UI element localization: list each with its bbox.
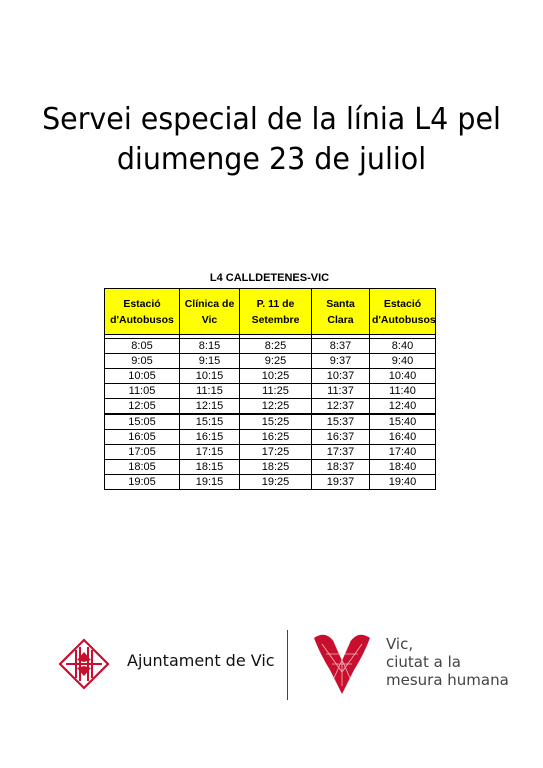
time-cell: 17:37 xyxy=(312,445,370,460)
table-caption: L4 CALLDETENES-VIC xyxy=(209,272,330,284)
time-cell: 12:15 xyxy=(180,399,240,415)
table-row xyxy=(105,445,436,460)
table-row xyxy=(105,339,436,354)
footer-divider xyxy=(287,630,288,700)
time-cell: 9:37 xyxy=(312,354,370,369)
header-estacio-1: Estació d'Autobusos xyxy=(105,289,180,335)
time-cell: 11:37 xyxy=(312,384,370,399)
table-row xyxy=(105,384,436,399)
time-cell: 11:25 xyxy=(240,384,312,399)
time-cell: 12:25 xyxy=(240,399,312,415)
table-row xyxy=(105,354,436,369)
time-cell: 8:25 xyxy=(240,339,312,354)
table-row xyxy=(105,399,436,415)
time-cell: 18:25 xyxy=(240,460,312,475)
time-cell: 18:37 xyxy=(312,460,370,475)
time-cell: 9:40 xyxy=(370,354,436,369)
time-cell: 16:37 xyxy=(312,430,370,445)
header-clinica: Clínica de Vic xyxy=(180,289,240,335)
time-cell: 10:37 xyxy=(312,369,370,384)
vic-v-logo-icon xyxy=(312,632,372,696)
time-cell: 15:40 xyxy=(370,414,436,430)
time-cell: 15:37 xyxy=(312,414,370,430)
time-cell: 18:15 xyxy=(180,460,240,475)
time-cell: 16:40 xyxy=(370,430,436,445)
time-cell: 8:05 xyxy=(105,339,180,354)
time-cell: 16:15 xyxy=(180,430,240,445)
page-title xyxy=(14,100,530,180)
time-cell: 19:15 xyxy=(180,475,240,490)
time-cell: 10:15 xyxy=(180,369,240,384)
time-cell: 17:40 xyxy=(370,445,436,460)
time-cell: 8:15 xyxy=(180,339,240,354)
header-estacio-2: Estació d'Autobusos xyxy=(370,289,436,335)
time-cell: 10:05 xyxy=(105,369,180,384)
time-cell: 16:25 xyxy=(240,430,312,445)
time-cell: 8:40 xyxy=(370,339,436,354)
time-cell: 11:05 xyxy=(105,384,180,399)
time-cell: 15:25 xyxy=(240,414,312,430)
time-cell: 19:25 xyxy=(240,475,312,490)
footer xyxy=(0,620,543,700)
time-cell: 12:37 xyxy=(312,399,370,415)
time-cell: 11:40 xyxy=(370,384,436,399)
timetable xyxy=(104,288,436,490)
time-cell: 19:37 xyxy=(312,475,370,490)
time-cell: 9:25 xyxy=(240,354,312,369)
time-cell: 9:15 xyxy=(180,354,240,369)
time-cell: 12:40 xyxy=(370,399,436,415)
vic-slogan: Vic, ciutat a la mesura humana xyxy=(386,635,509,689)
table-row xyxy=(105,475,436,490)
header-santa-clara: Santa Clara xyxy=(312,289,370,335)
time-cell: 10:40 xyxy=(370,369,436,384)
time-cell: 15:05 xyxy=(105,414,180,430)
ajuntament-crest-icon xyxy=(58,638,110,690)
header-p11: P. 11 de Setembre xyxy=(240,289,312,335)
time-cell: 19:05 xyxy=(105,475,180,490)
time-cell: 18:40 xyxy=(370,460,436,475)
time-cell: 17:15 xyxy=(180,445,240,460)
title-line-2: diumenge 23 de juliol xyxy=(116,142,427,177)
time-cell: 10:25 xyxy=(240,369,312,384)
time-cell: 19:40 xyxy=(370,475,436,490)
time-cell: 11:15 xyxy=(180,384,240,399)
table-row xyxy=(105,460,436,475)
time-cell: 15:15 xyxy=(180,414,240,430)
time-cell: 16:05 xyxy=(105,430,180,445)
title-line-1: Servei especial de la línia L4 pel xyxy=(42,102,501,137)
time-cell: 17:25 xyxy=(240,445,312,460)
time-cell: 9:05 xyxy=(105,354,180,369)
table-row xyxy=(105,414,436,430)
ajuntament-label: Ajuntament de Vic xyxy=(127,651,275,670)
time-cell: 17:05 xyxy=(105,445,180,460)
time-cell: 18:05 xyxy=(105,460,180,475)
table-row xyxy=(105,369,436,384)
table-row xyxy=(105,430,436,445)
time-cell: 8:37 xyxy=(312,339,370,354)
header-row xyxy=(105,289,436,335)
time-cell: 12:05 xyxy=(105,399,180,415)
